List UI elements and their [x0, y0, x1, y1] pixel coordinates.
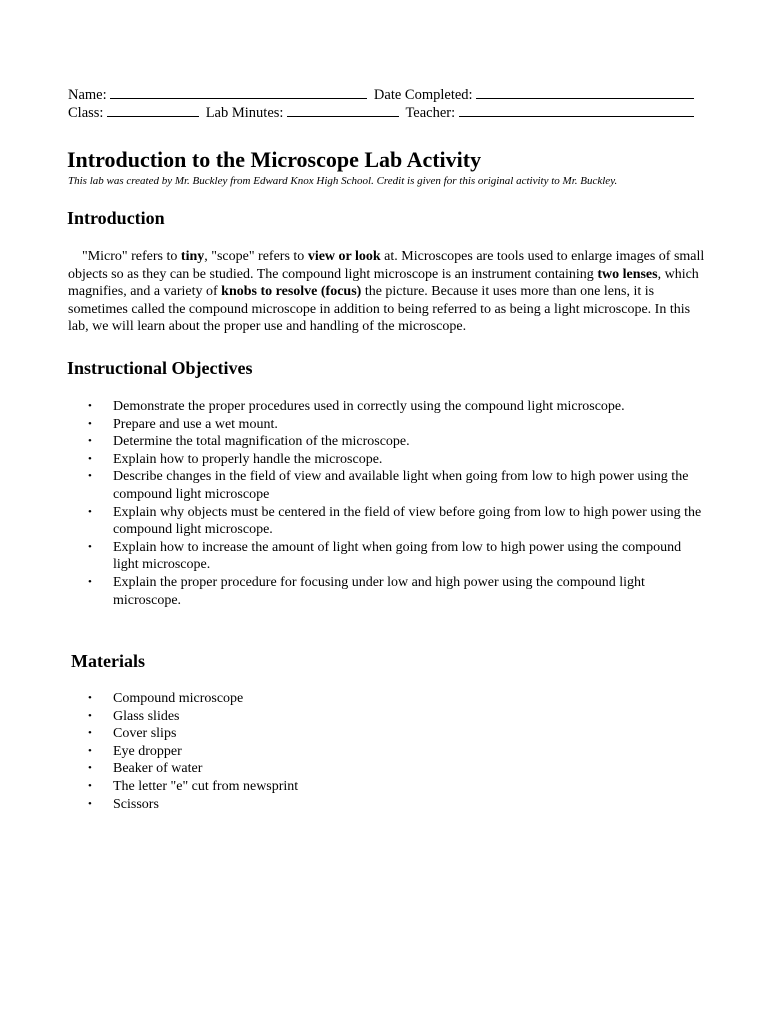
list-item [68, 398, 708, 416]
intro-bold-two-lenses: two lenses [597, 266, 658, 282]
objective-text: Determine the total magnification of the microscope. [113, 434, 410, 450]
bullet-icon: • [88, 505, 92, 518]
introduction-heading: Introduction [67, 208, 165, 228]
objective-text: Explain how to properly handle the microscope. [113, 451, 383, 467]
bullet-icon: • [88, 797, 92, 810]
class-blank-line[interactable] [107, 103, 199, 117]
material-text: Beaker of water [113, 761, 203, 777]
class-label: Class: [68, 105, 104, 121]
objective-text: Explain why objects must be centered in the field of view before going from low to high power using the compound light microscope. [113, 504, 702, 538]
material-text: Eye dropper [113, 743, 182, 759]
bullet-icon: • [88, 575, 92, 588]
bullet-icon: • [88, 417, 92, 430]
list-item [68, 433, 708, 451]
list-item [68, 725, 708, 743]
bullet-icon: • [88, 709, 92, 722]
bullet-icon: • [88, 400, 92, 412]
objective-text-continuation: compound light microscope [113, 486, 270, 502]
bullet-icon: • [88, 452, 92, 465]
list-item [68, 416, 708, 434]
list-item [68, 760, 708, 778]
objective-text: Explain the proper procedure for focusing under low and high power using the compound light microscope. [113, 574, 645, 608]
list-item [68, 743, 708, 761]
list-item [68, 451, 708, 469]
list-item [68, 778, 708, 796]
list-item [68, 796, 708, 814]
bullet-icon: • [88, 762, 92, 775]
list-item [68, 504, 708, 539]
materials-list [68, 690, 708, 813]
objective-text: Describe changes in the field of view and available light when going from low to high power using the [113, 469, 689, 485]
objective-text: Prepare and use a wet mount. [113, 416, 278, 432]
header-row-1 [68, 85, 697, 104]
material-text: Compound microscope [113, 691, 244, 706]
material-text: Cover slips [113, 726, 177, 742]
material-text: The letter "e" cut from newsprint [113, 778, 299, 794]
material-text: Glass slides [113, 708, 180, 724]
page-title: Introduction to the Microscope Lab Activity [67, 147, 482, 172]
bullet-icon: • [88, 779, 92, 792]
materials-heading: Materials [71, 651, 145, 671]
objectives-list [68, 398, 708, 609]
lab-minutes-blank-line[interactable] [287, 103, 399, 117]
intro-text: , "scope" refers to [204, 249, 308, 264]
material-text: Scissors [113, 796, 159, 812]
introduction-paragraph [68, 248, 708, 336]
bullet-icon: • [88, 744, 92, 757]
objective-text: Demonstrate the proper procedures used in correctly using the compound light microscope. [113, 399, 625, 414]
intro-bold-tiny: tiny [180, 249, 205, 264]
intro-bold-knobs: knobs to resolve (focus) [221, 284, 362, 300]
intro-bold-view-or-look: view or look [307, 249, 381, 264]
list-item [68, 690, 708, 708]
teacher-label: Teacher: [405, 105, 456, 121]
teacher-blank-line[interactable] [459, 103, 694, 117]
intro-text: , which magnifies, and a variety of [68, 266, 699, 300]
name-label: Name: [68, 87, 107, 103]
date-completed-label: Date Completed: [373, 87, 473, 103]
list-item [68, 539, 708, 574]
list-item [68, 468, 708, 503]
objectives-heading: Instructional Objectives [67, 358, 253, 378]
intro-text: the picture. Because it uses more than one lens, it is sometimes called the compound microscope in addition to being referred to as being a light microscope. In this lab, we will learn about the proper use and handling of the microscope. [68, 284, 691, 335]
list-item [68, 574, 708, 609]
objective-text: Explain how to increase the amount of light when going from low to high power using the compound light microscope. [113, 539, 682, 573]
date-completed-blank-line[interactable] [476, 85, 694, 99]
intro-text: "Micro" refers to [82, 249, 181, 264]
bullet-icon: • [88, 435, 92, 448]
name-blank-line[interactable] [110, 85, 367, 99]
lab-minutes-label: Lab Minutes: [205, 105, 284, 121]
credit-note: This lab was created by Mr. Buckley from Edward Knox High School. Credit is given for this original activity to Mr. Buckley. [68, 175, 618, 187]
bullet-icon: • [88, 727, 92, 740]
header-row-2 [68, 103, 697, 122]
intro-text: at. Microscopes are tools used to enlarge images of small objects so as they can be studied. The compound light microscope is an instrument containing [68, 249, 705, 282]
bullet-icon: • [88, 470, 92, 483]
list-item [68, 708, 708, 726]
bullet-icon: • [88, 692, 92, 704]
bullet-icon: • [88, 540, 92, 553]
